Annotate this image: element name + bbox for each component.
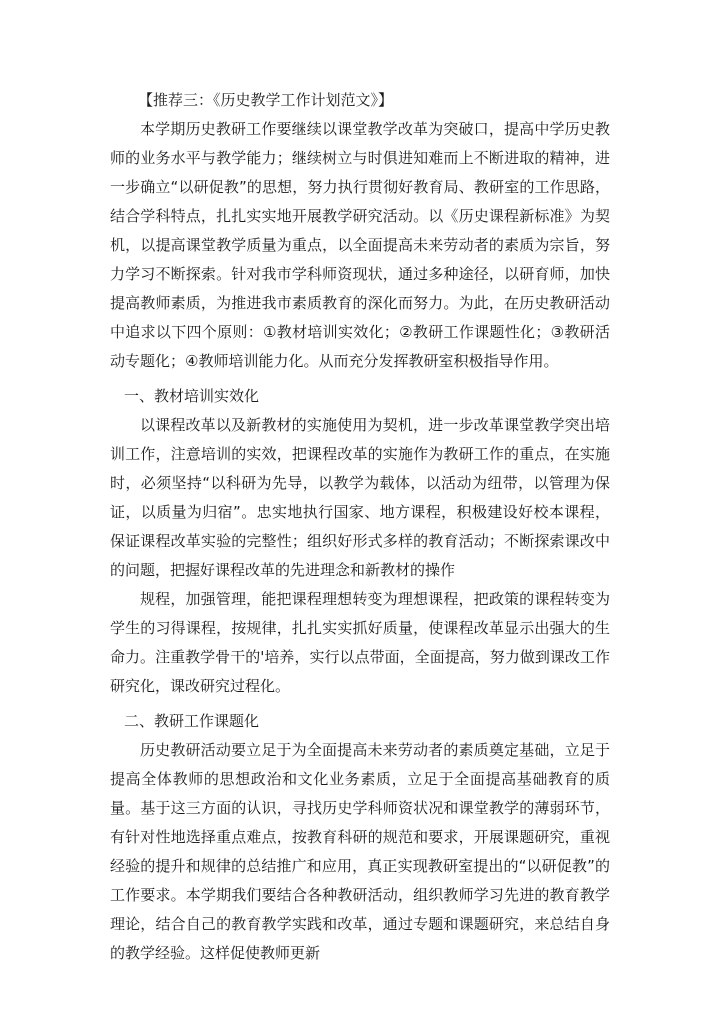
document-title: 【推荐三：《历史教学工作计划范文》】 xyxy=(138,91,394,109)
intro-paragraph: 本学期历史教研工作要继续以课堂教学改革为突破口，提高中学历史教师的业务水平与教学能力；继续树立与时俱进知难而上不断进取的精神，进一步确立“以研促教”的思想，努力执行贯彻好教育局、教研室的工作思路，结合学科特点，扎扎实实地开展教学研究活动。以《历史课程新标准》为契机，以提高课堂教学质量为重点，以全面提高未来劳动者的素质为宗旨，努力学习不断探索。针对我市学科师资现状，通过多种途径，以研育师，加快提高教师素质，为推进我市素质教育的深化而努力。为此，在历史教研活动中追求以下四个原则：①教材培训实效化；②教研工作课题性化；③教研活动专题化；④教师培训能力化。从而充分发挥教研室积极指导作用。 xyxy=(110,120,610,370)
section-2-paragraph-1: 历史教研活动要立足于为全面提高未来劳动者的素质奠定基础，立足于提高全体教师的思想政治和文化业务素质，立足于全面提高基础教育的质量。基于这三方面的认识，寻找历史学科师资状况和课堂教学的薄弱环节，有针对性地选择重点难点，按教育科研的规范和要求，开展课题研究，重视经验的提升和规律的总结推广和应用，真正实现教研室提出的“以研促教”的工作要求。本学期我们要结合各种教研活动，组织教师学习先进的教育教学理论，结合自己的教育教学实践和改革，通过专题和课题研究，来总结自身的教学经验。这样促使教师更新 xyxy=(110,741,610,962)
section-1-paragraph-2: 规程，加强管理，能把课程理想转变为理想课程，把政策的课程转变为学生的习得课程，按规律，扎扎实实抓好质量，使课程改革显示出强大的生命力。注重教学骨干的'培养，实行以点带面，全面提高，努力做到课改工作研究化，课改研究过程化。 xyxy=(110,590,610,695)
section-heading-1: 一、教材培训实效化 xyxy=(124,387,260,405)
document-body xyxy=(110,86,610,968)
section-1-paragraph-1: 以课程改革以及新教材的实施使用为契机，进一步改革课堂教学突出培训工作，注意培训的实效，把课程改革的实施作为教研工作的重点，在实施时，必须坚持“以科研为先导，以教学为载体，以活动为纽带，以管理为保证，以质量为归宿”。忠实地执行国家、地方课程，积极建设好校本课程，保证课程改革实验的完整性；组织好形式多样的教育活动；不断探索课改中的问题，把握好课程改革的先进理念和新教材的操作 xyxy=(110,416,610,579)
section-heading-2: 二、教研工作课题化 xyxy=(124,712,260,730)
